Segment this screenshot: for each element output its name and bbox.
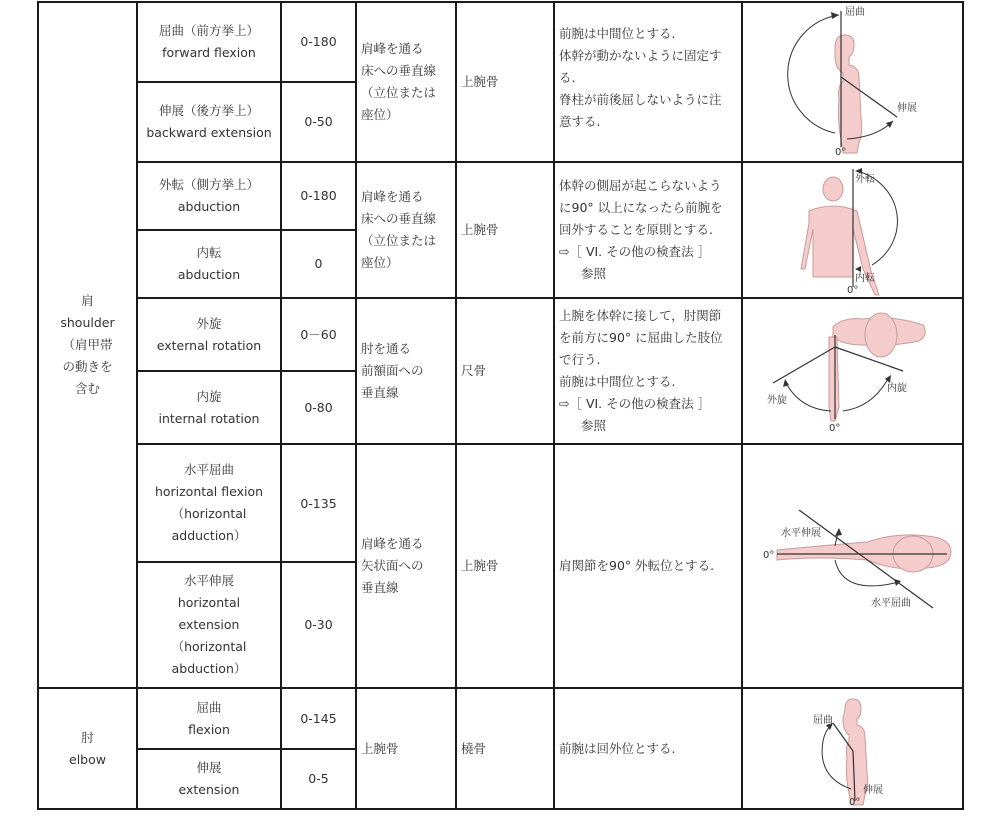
note-line: る. (559, 70, 576, 85)
figure-label: 0° (847, 285, 859, 296)
notes-cell (554, 444, 742, 688)
motion-name-en: extension (178, 782, 240, 797)
figure-label: 内転 (855, 273, 875, 284)
figure-label: 水平屈曲 (871, 598, 911, 609)
notes-cell (554, 298, 742, 444)
basic-axis-line: （立位または (361, 233, 437, 248)
range-cell: 0-180 (281, 162, 356, 230)
motion-cell (137, 298, 281, 371)
basic-axis-line: （立位または (361, 85, 437, 100)
motion-name-ja: 伸展 (196, 760, 222, 775)
moving-axis-cell: 上腕骨 (456, 444, 554, 688)
motion-name-ja: 水平伸展 (183, 573, 234, 588)
elbow-flexion-extension-figure (742, 688, 963, 809)
part-note: （肩甲帯 (62, 337, 113, 352)
note-line: で行う. (559, 352, 601, 367)
body-side-elbow-icon (747, 691, 963, 807)
motion-name-en: horizontal flexion (154, 484, 264, 499)
range-cell: 0 (281, 230, 356, 298)
note-line: 参照 (581, 418, 607, 433)
shoulder-abduction-adduction-figure (742, 162, 963, 298)
note-line: 前腕は中間位とする. (559, 26, 676, 41)
motion-name-en: backward extension (146, 125, 272, 140)
motion-name-ja: 内転 (196, 245, 222, 260)
part-note: 含む (74, 381, 100, 396)
motion-name-ja: 水平屈曲 (183, 462, 234, 477)
table-row (38, 162, 963, 230)
basic-axis-line: 垂直線 (361, 580, 399, 595)
basic-axis-cell (356, 298, 456, 444)
note-line: 肩関節を90° 外転位とする. (559, 558, 715, 573)
range-cell: 0-5 (281, 749, 356, 809)
motion-name-en: horizontal (177, 595, 241, 610)
part-name-en: elbow (69, 751, 106, 767)
note-line: 回外することを原則とする. (559, 222, 713, 237)
basic-axis-line: 肩峰を通る (361, 41, 424, 56)
figure-label: 0° (763, 550, 775, 561)
figure-label: 屈曲 (813, 714, 833, 726)
basic-axis-cell: 上腕骨 (356, 688, 456, 809)
moving-axis-cell: 尺骨 (456, 298, 554, 444)
basic-axis-cell (356, 162, 456, 298)
motion-cell (137, 688, 281, 749)
motion-name-ja: 屈曲 (196, 699, 222, 715)
motion-cell (137, 2, 281, 82)
motion-name-en: internal rotation (158, 410, 260, 426)
basic-axis-line: 座位） (361, 107, 399, 122)
motion-name-ja: 外転（側方挙上） (158, 177, 259, 192)
motion-name-en: abduction (177, 267, 241, 282)
motion-cell (137, 82, 281, 162)
part-name-en: shoulder (60, 315, 115, 330)
body-front-view-icon (747, 163, 963, 297)
basic-axis-line: 床への垂直線 (361, 63, 437, 78)
motion-name-en: forward flexion (162, 45, 256, 60)
motion-name-en: flexion (188, 721, 230, 737)
note-line: ⇨［ VI. その他の検査法 ］ (559, 244, 711, 259)
motion-name-ja: 伸展（後方挙上） (158, 103, 259, 118)
figure-label: 伸展 (897, 103, 917, 114)
notes-cell (554, 162, 742, 298)
figure-label: 伸展 (863, 784, 883, 796)
range-of-motion-table (37, 1, 964, 810)
note-line: ⇨［ VI. その他の検査法 ］ (559, 396, 711, 411)
part-note: の動きを (62, 359, 113, 374)
table-row (38, 688, 963, 749)
range-cell: 0-50 (281, 82, 356, 162)
moving-axis-cell: 上腕骨 (456, 2, 554, 162)
note-line: 体幹が動かないように固定す (559, 48, 722, 63)
motion-cell (137, 230, 281, 298)
motion-cell (137, 162, 281, 230)
figure-label: 屈曲 (845, 7, 865, 18)
note-line: 参照 (581, 266, 607, 281)
range-cell: 0-145 (281, 688, 356, 749)
range-cell: 0-80 (281, 371, 356, 444)
shoulder-rotation-figure (742, 298, 963, 444)
note-line: を前方に90° に屈曲した肢位 (559, 330, 723, 345)
basic-axis-line: 肩峰を通る (361, 189, 424, 204)
note-line: 前腕は中間位とする. (559, 374, 676, 389)
motion-cell (137, 562, 281, 688)
figure-label: 0° (829, 423, 841, 434)
note-line: 意する. (559, 114, 601, 129)
basic-axis-line: 座位） (361, 255, 399, 270)
notes-cell (554, 688, 742, 809)
motion-name-ja: 内旋 (196, 388, 222, 404)
motion-name-en: （horizontal (171, 506, 247, 521)
basic-axis-line: 前額面への (361, 363, 424, 378)
motion-name-ja: 外旋 (196, 315, 222, 331)
moving-axis-cell: 上腕骨 (456, 162, 554, 298)
basic-axis-cell (356, 2, 456, 162)
range-cell: 0－60 (281, 298, 356, 371)
table-row (38, 298, 963, 371)
motion-name-ja: 屈曲（前方挙上） (158, 23, 259, 38)
shoulder-horizontal-figure (742, 444, 963, 688)
range-cell: 0-135 (281, 444, 356, 562)
part-name-ja: 肩 (81, 293, 94, 308)
figure-label: 0° (835, 147, 847, 158)
basic-axis-line: 矢状面への (361, 558, 424, 573)
table-row (38, 2, 963, 82)
figure-label: 外転 (855, 174, 875, 185)
body-top-view-horizontal-icon (747, 446, 963, 686)
motion-name-en: adduction） (171, 528, 247, 543)
note-line: 体幹の側屈が起こらないよう (559, 178, 722, 193)
note-line: 上腕を体幹に接して，肘関節 (559, 308, 722, 323)
motion-name-en: extension (178, 617, 240, 632)
motion-cell (137, 371, 281, 444)
motion-name-en: （horizontal (171, 639, 247, 654)
basic-axis-line: 垂直線 (361, 385, 399, 400)
body-top-view-icon (747, 299, 963, 443)
figure-label: 外旋 (767, 395, 787, 406)
note-line: 脊柱が前後屈しないように注 (559, 92, 722, 107)
motion-name-en: abduction） (171, 661, 247, 676)
note-line: 前腕は回外位とする. (559, 740, 676, 756)
part-name-ja: 肘 (81, 729, 94, 745)
part-cell-elbow (38, 688, 137, 809)
basic-axis-cell (356, 444, 456, 688)
motion-name-en: external rotation (156, 337, 262, 353)
motion-name-en: abduction (177, 199, 241, 214)
basic-axis-line: 床への垂直線 (361, 211, 437, 226)
note-line: に90° 以上になったら前腕を (559, 200, 723, 215)
figure-label: 0° (849, 796, 861, 807)
notes-cell (554, 2, 742, 162)
basic-axis-line: 肘を通る (361, 341, 412, 356)
range-cell: 0-180 (281, 2, 356, 82)
part-cell-shoulder (38, 2, 137, 688)
figure-label: 水平伸展 (781, 528, 821, 539)
moving-axis-cell: 橈骨 (456, 688, 554, 809)
figure-label: 内旋 (887, 383, 907, 394)
basic-axis-line: 肩峰を通る (361, 536, 424, 551)
body-side-view-icon (747, 3, 963, 161)
table-row (38, 444, 963, 562)
motion-cell (137, 444, 281, 562)
motion-cell (137, 749, 281, 809)
shoulder-flexion-extension-figure (742, 2, 963, 162)
range-cell: 0-30 (281, 562, 356, 688)
